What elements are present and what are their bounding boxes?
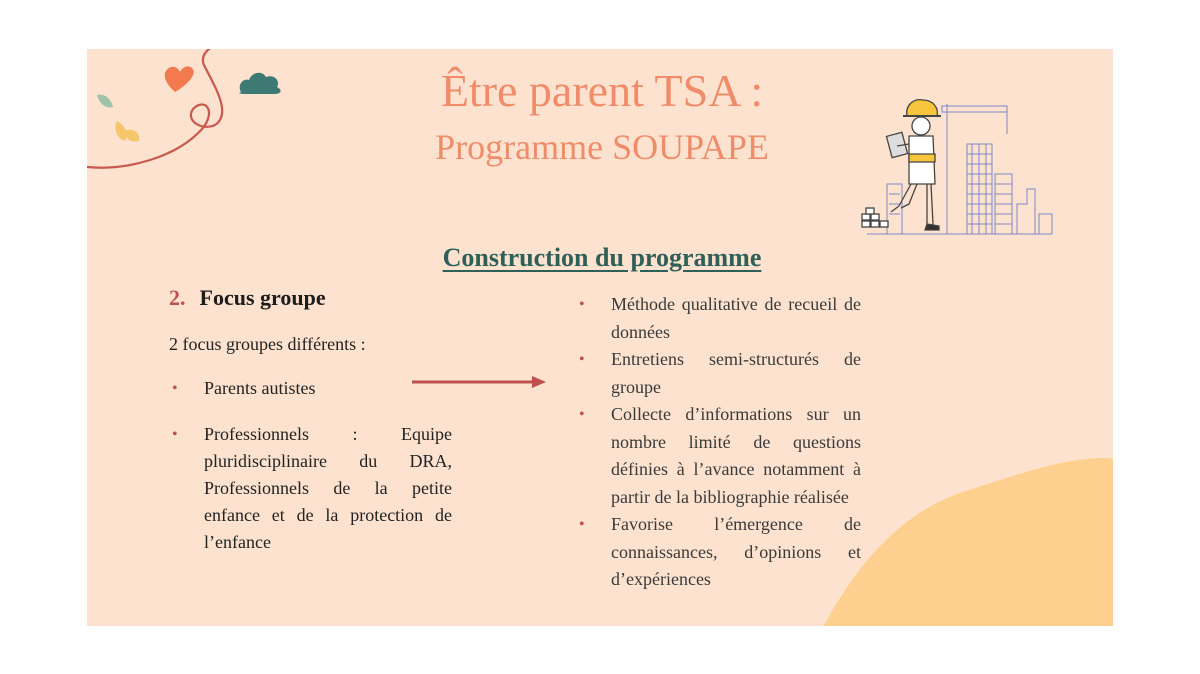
slide-title-line2: Programme SOUPAPE	[435, 127, 769, 167]
list-item: • Favorise l’émergence de connaissances, d’opinions et d’expériences	[577, 511, 861, 594]
left-bullet-list	[170, 375, 452, 575]
decorative-blob	[822, 454, 1113, 626]
right-bullet-list	[577, 291, 861, 594]
intro-text: 2 focus groupes différents :	[169, 334, 366, 354]
leaf-icon	[97, 95, 113, 108]
right-arrow-icon	[412, 375, 547, 389]
slide	[87, 49, 1113, 626]
list-item: • Professionnels : Equipe pluridisciplinaire du DRA, Professionnels de la petite enfance et de la protection de l’enfance	[170, 421, 452, 556]
swirl-line-icon	[87, 49, 222, 168]
leaf-icon	[125, 130, 139, 142]
list-item: • Parents autistes	[170, 375, 452, 402]
list-item: • Entretiens semi-structurés de groupe	[577, 346, 861, 401]
section-heading-text: Focus groupe	[199, 285, 326, 310]
list-item: • Collecte d’informations sur un nombre limité de questions définies à l’avance notamment à partir de la bibliographie réalisée	[577, 401, 861, 511]
heart-icon	[165, 66, 194, 92]
cloud-icon	[239, 73, 280, 94]
leaf-icon	[115, 121, 126, 141]
list-item: • Méthode qualitative de recueil de données	[577, 291, 861, 346]
construction-worker-illustration	[847, 74, 1057, 239]
slide-title: Être parent TSA :	[440, 65, 764, 116]
section-heading	[169, 283, 326, 313]
section-subtitle: Construction du programme	[442, 243, 762, 272]
section-number: 2.	[169, 285, 186, 310]
